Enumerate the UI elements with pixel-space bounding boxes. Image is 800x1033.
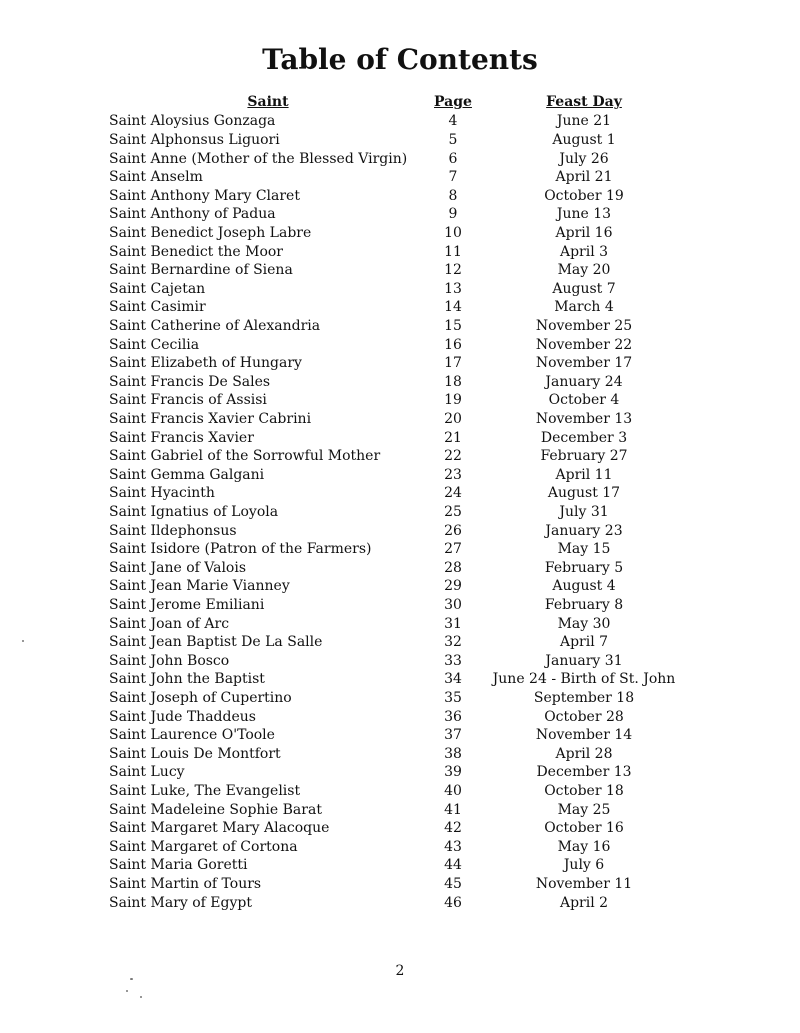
feast-day: March 4 bbox=[554, 299, 614, 316]
page-ref: 41 bbox=[444, 801, 462, 818]
table-row bbox=[0, 484, 800, 503]
feast-day: April 7 bbox=[559, 634, 609, 651]
page-ref: 4 bbox=[448, 113, 458, 130]
feast-day: July 26 bbox=[559, 150, 609, 167]
saint-name: Saint John the Baptist bbox=[109, 671, 265, 688]
saint-name: Saint Isidore (Patron of the Farmers) bbox=[109, 541, 372, 558]
page-ref: 33 bbox=[444, 652, 462, 669]
feast-day: August 4 bbox=[552, 578, 616, 595]
feast-day: February 27 bbox=[540, 448, 628, 465]
page-ref: 5 bbox=[448, 132, 458, 148]
feast-day: May 20 bbox=[557, 262, 611, 279]
table-row bbox=[0, 410, 800, 429]
saint-name: Saint Martin of Tours bbox=[109, 876, 262, 892]
saint-name: Saint Benedict Joseph Labre bbox=[109, 225, 312, 241]
saint-name: Saint Elizabeth of Hungary bbox=[109, 355, 302, 372]
feast-day: November 11 bbox=[535, 876, 633, 892]
table-row bbox=[0, 633, 800, 652]
saint-name: Saint Ignatius of Loyola bbox=[109, 504, 279, 520]
table-row bbox=[0, 838, 800, 857]
page-ref: 29 bbox=[444, 578, 462, 595]
page-ref: 8 bbox=[448, 187, 458, 204]
table-row bbox=[0, 856, 800, 875]
saint-name: Saint Jean Baptist De La Salle bbox=[109, 634, 323, 651]
feast-day: October 18 bbox=[544, 783, 624, 799]
saint-name: Saint Lucy bbox=[109, 764, 185, 781]
page-ref: 7 bbox=[448, 169, 458, 186]
page-ref: 46 bbox=[444, 894, 462, 911]
saint-name: Saint Casimir bbox=[109, 299, 206, 316]
table-row bbox=[0, 577, 800, 596]
saint-name: Saint Hyacinth bbox=[109, 485, 215, 502]
page-ref: 39 bbox=[444, 764, 462, 781]
feast-day: July 31 bbox=[559, 504, 609, 520]
saint-name: Saint Anselm bbox=[109, 169, 203, 186]
page-ref: 16 bbox=[444, 336, 462, 353]
table-row bbox=[0, 522, 800, 541]
feast-day: August 7 bbox=[552, 280, 616, 297]
page-ref: 34 bbox=[444, 671, 462, 688]
table-row bbox=[0, 559, 800, 578]
feast-day: October 28 bbox=[544, 708, 624, 725]
page-title: Table of Contents bbox=[262, 43, 538, 76]
table-row bbox=[0, 373, 800, 392]
feast-day: July 6 bbox=[563, 857, 605, 874]
scan-speck bbox=[140, 996, 142, 998]
feast-day: November 17 bbox=[535, 355, 633, 372]
feast-day: February 8 bbox=[544, 597, 624, 613]
table-row bbox=[0, 261, 800, 280]
feast-day: October 16 bbox=[544, 820, 624, 837]
saint-name: Saint Anthony Mary Claret bbox=[109, 187, 300, 204]
feast-day: May 25 bbox=[557, 801, 611, 818]
table-row bbox=[0, 317, 800, 336]
saint-name: Saint Alphonsus Liguori bbox=[109, 132, 280, 148]
saint-name: Saint Margaret Mary Alacoque bbox=[109, 820, 330, 837]
table-row bbox=[0, 112, 800, 131]
column-header-saint: Saint bbox=[247, 94, 289, 110]
table-row bbox=[0, 503, 800, 522]
table-row bbox=[0, 447, 800, 466]
feast-day: April 2 bbox=[559, 894, 609, 911]
table-row bbox=[0, 243, 800, 262]
table-row bbox=[0, 540, 800, 559]
feast-day: June 21 bbox=[556, 113, 612, 130]
saint-name: Saint Aloysius Gonzaga bbox=[109, 113, 276, 130]
scan-speck bbox=[126, 990, 128, 992]
feast-day: April 21 bbox=[555, 169, 613, 186]
page-ref: 9 bbox=[448, 206, 458, 223]
page-ref: 38 bbox=[444, 745, 462, 762]
table-row bbox=[0, 280, 800, 299]
feast-day: December 3 bbox=[540, 429, 628, 446]
feast-day: May 15 bbox=[557, 541, 611, 558]
table-row bbox=[0, 205, 800, 224]
saint-name: Saint Maria Goretti bbox=[109, 857, 248, 874]
page-ref: 22 bbox=[444, 448, 462, 465]
table-header bbox=[0, 93, 800, 112]
table-row bbox=[0, 763, 800, 782]
table-row bbox=[0, 336, 800, 355]
saint-name: Saint Mary of Egypt bbox=[109, 894, 252, 911]
feast-day: November 13 bbox=[535, 411, 633, 427]
page-ref: 42 bbox=[444, 820, 462, 837]
feast-day: November 14 bbox=[535, 727, 633, 744]
table-row bbox=[0, 819, 800, 838]
table-row bbox=[0, 596, 800, 615]
saint-name: Saint Cecilia bbox=[109, 336, 200, 353]
feast-day: February 5 bbox=[544, 559, 624, 576]
saint-name: Saint Bernardine of Siena bbox=[109, 262, 293, 279]
saint-name: Saint Margaret of Cortona bbox=[109, 838, 298, 855]
page-ref: 20 bbox=[444, 411, 462, 427]
page-ref: 35 bbox=[444, 690, 462, 706]
table-row bbox=[0, 298, 800, 317]
page-ref: 27 bbox=[444, 541, 462, 558]
feast-day: September 18 bbox=[533, 690, 635, 706]
table-row bbox=[0, 782, 800, 801]
table-row bbox=[0, 726, 800, 745]
page-ref: 37 bbox=[444, 727, 462, 744]
table-row bbox=[0, 708, 800, 727]
feast-day: April 16 bbox=[555, 225, 613, 241]
saint-name: Saint Jean Marie Vianney bbox=[109, 578, 290, 595]
saint-name: Saint John Bosco bbox=[109, 652, 230, 669]
table-row bbox=[0, 354, 800, 373]
saint-name: Saint Anne (Mother of the Blessed Virgin) bbox=[109, 150, 408, 167]
page-ref: 43 bbox=[444, 838, 462, 855]
page-ref: 21 bbox=[444, 429, 462, 446]
saint-name: Saint Joseph of Cupertino bbox=[109, 690, 292, 706]
column-header-page: Page bbox=[434, 94, 472, 110]
table-row bbox=[0, 894, 800, 913]
feast-day: April 3 bbox=[559, 243, 609, 260]
page-number: 2 bbox=[395, 963, 405, 979]
saint-name: Saint Jerome Emiliani bbox=[109, 597, 265, 613]
table-row bbox=[0, 429, 800, 448]
table-row bbox=[0, 131, 800, 150]
feast-day: November 25 bbox=[535, 318, 633, 334]
table-row bbox=[0, 689, 800, 708]
table-row bbox=[0, 670, 800, 689]
saint-name: Saint Francis Xavier bbox=[109, 429, 254, 446]
page-ref: 11 bbox=[444, 243, 462, 260]
feast-day: October 19 bbox=[544, 187, 624, 204]
table-row bbox=[0, 466, 800, 485]
saint-name: Saint Gabriel of the Sorrowful Mother bbox=[109, 448, 381, 465]
saint-name: Saint Laurence O'Toole bbox=[109, 727, 275, 744]
feast-day: May 30 bbox=[557, 615, 611, 632]
table-row bbox=[0, 875, 800, 894]
page-ref: 15 bbox=[444, 318, 462, 334]
saint-name: Saint Jude Thaddeus bbox=[109, 708, 256, 725]
page-ref: 19 bbox=[444, 392, 462, 409]
feast-day: December 13 bbox=[536, 764, 632, 781]
saint-name: Saint Cajetan bbox=[109, 280, 206, 297]
column-header-feast-day: Feast Day bbox=[546, 94, 622, 110]
saint-name: Saint Catherine of Alexandria bbox=[109, 318, 321, 334]
feast-day: August 1 bbox=[552, 132, 616, 148]
saint-name: Saint Ildephonsus bbox=[109, 522, 237, 539]
table-row bbox=[0, 745, 800, 764]
saint-name: Saint Louis De Montfort bbox=[109, 745, 281, 762]
feast-day: January 31 bbox=[545, 652, 623, 669]
table-row bbox=[0, 224, 800, 243]
scan-speck bbox=[130, 978, 133, 980]
feast-day: October 4 bbox=[548, 392, 620, 409]
table-row bbox=[0, 391, 800, 410]
page-ref: 13 bbox=[444, 280, 462, 297]
saint-name: Saint Jane of Valois bbox=[109, 559, 247, 576]
table-row bbox=[0, 187, 800, 206]
page-ref: 28 bbox=[444, 559, 462, 576]
page-ref: 44 bbox=[444, 857, 462, 874]
saint-name: Saint Anthony of Padua bbox=[109, 206, 276, 223]
saint-name: Saint Francis De Sales bbox=[109, 373, 271, 390]
page-ref: 6 bbox=[448, 150, 458, 167]
page-ref: 23 bbox=[444, 466, 462, 483]
feast-day: April 11 bbox=[555, 466, 613, 483]
page-ref: 32 bbox=[444, 634, 462, 651]
page-ref: 18 bbox=[444, 373, 462, 390]
feast-day: June 13 bbox=[556, 206, 612, 223]
page-ref: 26 bbox=[444, 522, 462, 539]
saint-name: Saint Francis of Assisi bbox=[109, 392, 267, 409]
page-ref: 30 bbox=[444, 597, 462, 613]
table-row bbox=[0, 150, 800, 169]
feast-day: April 28 bbox=[555, 745, 613, 762]
feast-day: January 24 bbox=[545, 373, 623, 390]
page-ref: 25 bbox=[444, 504, 462, 520]
table-row bbox=[0, 168, 800, 187]
page-ref: 12 bbox=[444, 262, 462, 279]
page-ref: 17 bbox=[444, 355, 462, 372]
saint-name: Saint Joan of Arc bbox=[109, 615, 230, 632]
saint-name: Saint Benedict the Moor bbox=[109, 243, 284, 260]
page-ref: 14 bbox=[444, 299, 462, 316]
saint-name: Saint Gemma Galgani bbox=[109, 466, 265, 483]
scan-speck bbox=[22, 640, 24, 642]
feast-day: January 23 bbox=[545, 522, 623, 539]
page-ref: 10 bbox=[444, 225, 462, 241]
page-ref: 45 bbox=[444, 876, 462, 892]
table-row bbox=[0, 801, 800, 820]
saint-name: Saint Madeleine Sophie Barat bbox=[109, 801, 322, 818]
page-ref: 31 bbox=[444, 615, 462, 632]
feast-day: May 16 bbox=[557, 838, 611, 855]
page-ref: 40 bbox=[444, 783, 462, 799]
page-ref: 24 bbox=[444, 485, 462, 502]
table-row bbox=[0, 615, 800, 634]
feast-day: June 24 - Birth of St. John bbox=[492, 671, 676, 688]
page-ref: 36 bbox=[444, 708, 462, 725]
saint-name: Saint Francis Xavier Cabrini bbox=[109, 411, 312, 427]
feast-day: August 17 bbox=[547, 485, 621, 502]
feast-day: November 22 bbox=[535, 336, 633, 353]
table-row bbox=[0, 652, 800, 671]
saint-name: Saint Luke, The Evangelist bbox=[109, 783, 301, 799]
